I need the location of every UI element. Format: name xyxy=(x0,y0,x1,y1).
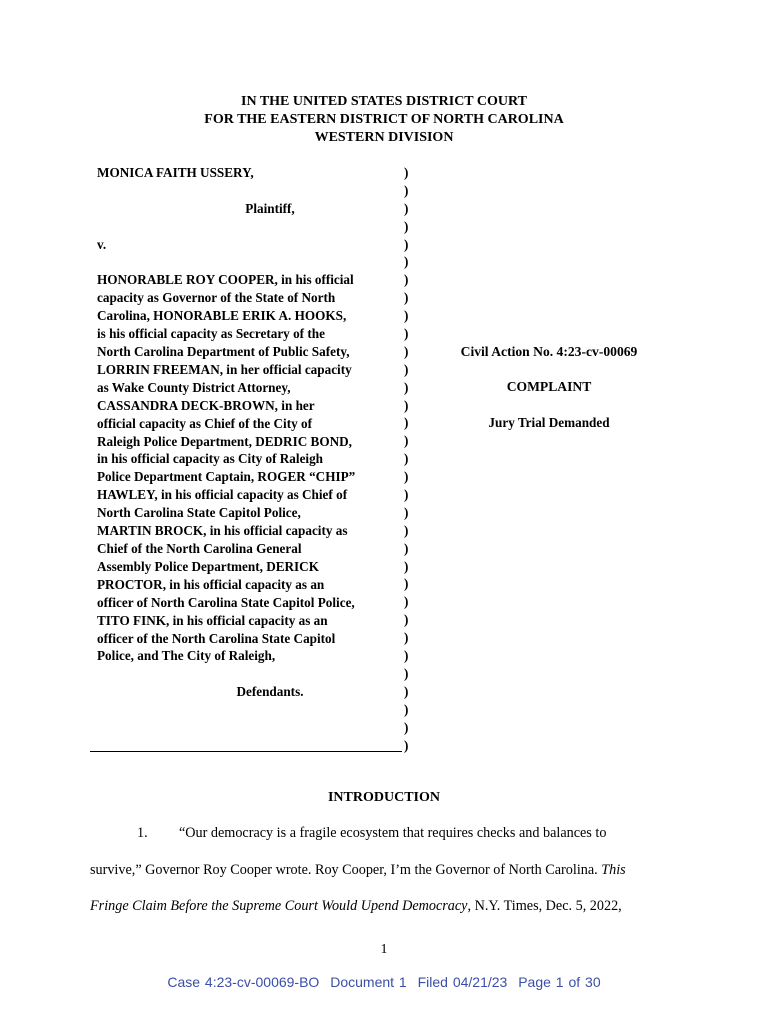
plaintiff-label: Plaintiff, xyxy=(245,200,295,216)
defendant-line: official capacity as Chief of the City of xyxy=(97,415,312,431)
case-caption xyxy=(0,164,768,764)
caption-paren: ) xyxy=(404,540,409,556)
complaint-title: COMPLAINT xyxy=(506,379,592,394)
caption-paren: ) xyxy=(404,648,409,664)
filing-footer xyxy=(0,974,768,990)
civil-action-number: Civil Action No. 4:23-cv-00069 xyxy=(460,344,638,359)
paragraph-text: survive,” Governor Roy Cooper wrote. Roy Cooper, I’m the Governor of North Carolina. xyxy=(90,862,598,878)
defendant-line: officer of the North Carolina State Capitol xyxy=(97,630,336,646)
defendant-line: MARTIN BROCK, in his official capacity as xyxy=(97,523,348,539)
defendant-line: Chief of the North Carolina General xyxy=(97,540,302,556)
caption-parentheses xyxy=(404,164,416,754)
defendant-line: as Wake County District Attorney, xyxy=(97,379,291,395)
court-heading xyxy=(0,93,768,147)
paragraph-number: 1. xyxy=(137,825,148,841)
court-line-1: IN THE UNITED STATES DISTRICT COURT xyxy=(241,94,527,109)
caption-paren: ) xyxy=(404,415,409,431)
defendant-line: Assembly Police Department, DERICK xyxy=(97,558,319,574)
caption-paren: ) xyxy=(404,343,409,359)
defendant-line: North Carolina State Capitol Police, xyxy=(97,505,301,521)
caption-paren: ) xyxy=(404,433,409,449)
defendant-line: Raleigh Police Department, DEDRIC BOND, xyxy=(97,433,352,449)
caption-paren: ) xyxy=(404,469,409,485)
citation-text: , N.Y. Times, Dec. 5, 2022, xyxy=(467,898,622,914)
caption-paren: ) xyxy=(404,200,409,216)
caption-paren: ) xyxy=(404,290,409,306)
caption-paren: ) xyxy=(404,576,409,592)
caption-paren: ) xyxy=(404,719,409,735)
defendant-line: PROCTOR, in his official capacity as an xyxy=(97,576,325,592)
footer-document: Document 1 xyxy=(330,974,407,990)
caption-paren: ) xyxy=(404,683,409,699)
article-title-start: This xyxy=(601,862,626,878)
defendant-line: North Carolina Department of Public Safety, xyxy=(97,344,350,360)
caption-paren: ) xyxy=(404,254,409,270)
article-title: Fringe Claim Before the Supreme Court Would Upend Democracy xyxy=(90,898,468,914)
page-number: 1 xyxy=(380,942,388,957)
defendant-line: officer of North Carolina State Capitol Police, xyxy=(97,594,355,610)
caption-paren: ) xyxy=(404,182,409,198)
paragraph-1-line-2 xyxy=(90,861,680,879)
caption-paren: ) xyxy=(404,165,409,180)
versus: v. xyxy=(97,236,107,252)
caption-paren: ) xyxy=(404,665,409,681)
caption-paren: ) xyxy=(404,701,409,717)
jury-demand: Jury Trial Demanded xyxy=(488,415,610,430)
defendant-line: in his official capacity as City of Raleigh xyxy=(97,451,324,467)
caption-paren: ) xyxy=(404,236,409,252)
caption-paren: ) xyxy=(404,737,409,753)
caption-paren: ) xyxy=(404,397,409,413)
paragraph-1-line-1 xyxy=(90,824,680,842)
caption-paren: ) xyxy=(404,504,409,520)
caption-paren: ) xyxy=(404,487,409,503)
paragraph-text: “Our democracy is a fragile ecosystem that requires checks and balances to xyxy=(179,825,607,841)
defendant-line: HONORABLE ROY COOPER, in his official xyxy=(97,272,354,288)
introduction-heading: INTRODUCTION xyxy=(327,790,440,805)
caption-paren: ) xyxy=(404,326,409,342)
defendant-line: Police Department Captain, ROGER “CHIP” xyxy=(97,469,356,485)
plaintiff-name: MONICA FAITH USSERY, xyxy=(97,165,254,180)
defendant-line: CASSANDRA DECK-BROWN, in her xyxy=(97,397,315,413)
parties-block xyxy=(97,164,407,701)
caption-paren: ) xyxy=(404,612,409,628)
footer-case: Case 4:23-cv-00069-BO xyxy=(167,974,320,990)
caption-paren: ) xyxy=(404,379,409,395)
caption-paren: ) xyxy=(404,451,409,467)
caption-paren: ) xyxy=(404,594,409,610)
footer-filed: Filed 04/21/23 xyxy=(417,974,508,990)
defendants-label: Defendants. xyxy=(236,684,304,700)
caption-paren: ) xyxy=(404,272,409,288)
defendant-line: is his official capacity as Secretary of the xyxy=(97,326,325,342)
defendant-line: TITO FINK, in his official capacity as an xyxy=(97,612,328,628)
paragraph-1-line-3 xyxy=(90,897,680,915)
caption-paren: ) xyxy=(404,361,409,377)
footer-page: Page 1 of 30 xyxy=(518,974,601,990)
court-line-3: WESTERN DIVISION xyxy=(314,130,454,145)
caption-paren: ) xyxy=(404,218,409,234)
caption-rule xyxy=(90,751,402,752)
caption-paren: ) xyxy=(404,630,409,646)
defendant-line: HAWLEY, in his official capacity as Chief of xyxy=(97,487,348,503)
caption-paren: ) xyxy=(404,522,409,538)
caption-paren: ) xyxy=(404,558,409,574)
court-line-2: FOR THE EASTERN DISTRICT OF NORTH CAROLINA xyxy=(204,112,564,127)
defendant-line: Carolina, HONORABLE ERIK A. HOOKS, xyxy=(97,308,347,324)
defendant-line: Police, and The City of Raleigh, xyxy=(97,648,276,664)
caption-paren: ) xyxy=(404,308,409,324)
defendant-line: LORRIN FREEMAN, in her official capacity xyxy=(97,361,352,377)
defendant-line: capacity as Governor of the State of North xyxy=(97,290,336,306)
